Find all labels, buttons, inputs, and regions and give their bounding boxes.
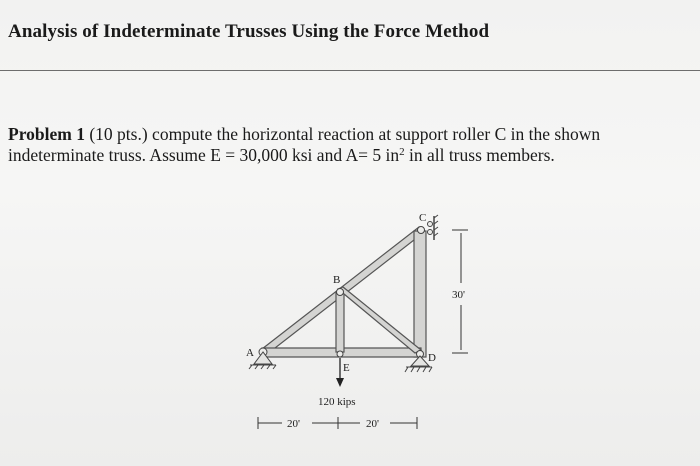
- node-label-a: A: [246, 347, 254, 359]
- member-b-d: [338, 287, 421, 353]
- problem-label: Problem 1: [8, 124, 85, 144]
- span-right-label: 20': [366, 418, 379, 430]
- member-c-d: [414, 231, 426, 357]
- joint-c: [418, 227, 425, 234]
- joint-e: [337, 351, 343, 357]
- span-dimensions: [258, 417, 417, 429]
- node-label-c: C: [419, 212, 427, 224]
- height-dimension-label: 30': [452, 289, 465, 301]
- problem-text-line-2: indeterminate truss. Assume E = 30,000 ksi and A= 5 in: [8, 145, 400, 165]
- problem-text-line-1: compute the horizontal reaction at support roller C in the shown: [152, 124, 601, 144]
- node-label-d: D: [428, 352, 436, 364]
- document-title: Analysis of Indeterminate Trusses Using the Force Method: [8, 21, 490, 42]
- joint-b: [337, 289, 344, 296]
- roller-support-c: [428, 215, 439, 240]
- node-label-b: B: [333, 274, 341, 286]
- node-label-e: E: [343, 362, 350, 374]
- span-left-label: 20': [287, 418, 300, 430]
- problem-points: (10 pts.): [89, 124, 148, 144]
- member-b-e: [336, 293, 344, 352]
- problem-text-line-2-end: in all truss members.: [404, 145, 555, 165]
- load-label: 120 kips: [318, 396, 356, 408]
- area-unit-exponent: 2: [399, 146, 405, 158]
